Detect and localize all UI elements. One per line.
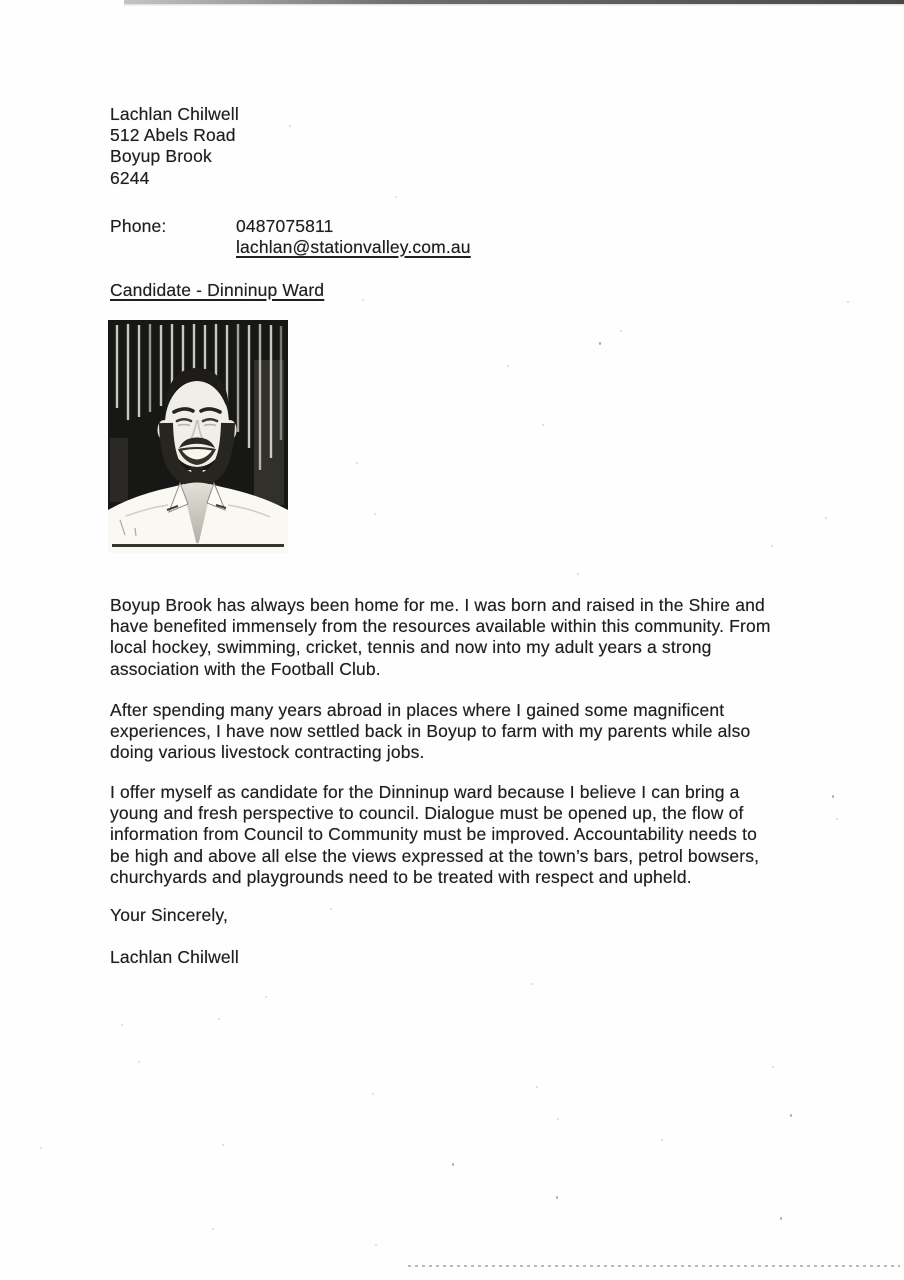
paragraph-line: churchyards and playgrounds need to be treated with respect and upheld. <box>110 866 692 887</box>
sender-name: Lachlan Chilwell <box>110 104 239 124</box>
scan-speck <box>772 1066 774 1068</box>
paragraph-line: information from Council to Community must be improved. Accountability needs to <box>110 824 757 845</box>
scan-speck <box>836 818 838 820</box>
paragraph-line: I offer myself as candidate for the Dinninup ward because I believe I can bring a <box>110 782 740 802</box>
scan-speck <box>218 1018 220 1020</box>
scan-speck <box>599 342 601 345</box>
scan-speck <box>513 733 515 735</box>
scan-speck <box>452 1163 454 1166</box>
scan-artifact-top-edge <box>124 0 904 4</box>
scan-speck <box>138 1061 140 1063</box>
scan-speck <box>661 1139 663 1141</box>
scan-speck <box>557 1118 559 1120</box>
scan-speck <box>790 1114 792 1117</box>
scan-speck <box>375 1244 377 1246</box>
scan-speck <box>289 125 291 127</box>
scan-speck <box>362 299 364 301</box>
paragraph-line: doing various livestock contracting jobs. <box>110 742 425 763</box>
scan-speck <box>780 1217 782 1220</box>
sender-street: 512 Abels Road <box>110 125 236 146</box>
scan-speck <box>847 301 849 303</box>
email-address: lachlan@stationvalley.com.au <box>236 237 471 257</box>
paragraph-line: young and fresh perspective to council. Dialogue must be opened up, the flow of <box>110 803 744 824</box>
scan-speck <box>395 196 397 198</box>
scan-speck <box>40 1147 42 1149</box>
paragraph-line: local hockey, swimming, cricket, tennis and now into my adult years a strong <box>110 637 712 658</box>
scan-speck <box>222 1144 224 1146</box>
phone-label: Phone: <box>110 216 167 236</box>
paragraph-line: After spending many years abroad in places where I gained some magnificent <box>110 700 725 720</box>
candidate-photo <box>108 320 288 553</box>
scan-speck <box>531 983 533 985</box>
scan-speck <box>577 573 579 575</box>
scan-speck <box>265 996 267 998</box>
paragraph-line: have benefited immensely from the resources available within this community. From <box>110 616 771 637</box>
scan-speck <box>771 545 773 547</box>
scan-speck <box>620 330 622 332</box>
scan-speck <box>542 424 544 426</box>
scan-speck <box>507 365 509 367</box>
phone-row <box>110 216 334 237</box>
phone-number: 0487075811 <box>236 216 334 236</box>
paragraph-line: experiences, I have now settled back in Boyup to farm with my parents while also <box>110 721 751 742</box>
scan-speck <box>374 513 376 515</box>
sender-postcode: 6244 <box>110 167 150 188</box>
sender-town: Boyup Brook <box>110 146 212 167</box>
scan-artifact-bottom-edge <box>408 1265 900 1267</box>
scan-speck <box>536 1086 538 1088</box>
paragraph-line: association with the Football Club. <box>110 658 381 679</box>
scan-speck <box>356 462 358 464</box>
valediction: Your Sincerely, <box>110 905 229 925</box>
scan-speck <box>832 795 834 798</box>
scan-speck <box>372 1093 374 1095</box>
scan-speck <box>212 1228 214 1230</box>
scan-speck <box>825 517 827 519</box>
signature-name: Lachlan Chilwell <box>110 947 239 967</box>
candidate-photo-image <box>108 320 288 553</box>
scan-speck <box>121 1024 123 1026</box>
sender-address-block <box>110 104 239 189</box>
paragraph <box>110 700 750 764</box>
paragraph <box>110 782 759 888</box>
paragraph-line: Boyup Brook has always been home for me. I was born and raised in the Shire and <box>110 595 765 615</box>
candidate-ward-heading: Candidate - Dinninup Ward <box>110 280 325 300</box>
paragraph <box>110 595 771 680</box>
scan-speck <box>556 1196 558 1199</box>
scan-speck <box>330 908 332 910</box>
paragraph-line: be high and above all else the views expressed at the town’s bars, petrol bowsers, <box>110 845 760 866</box>
